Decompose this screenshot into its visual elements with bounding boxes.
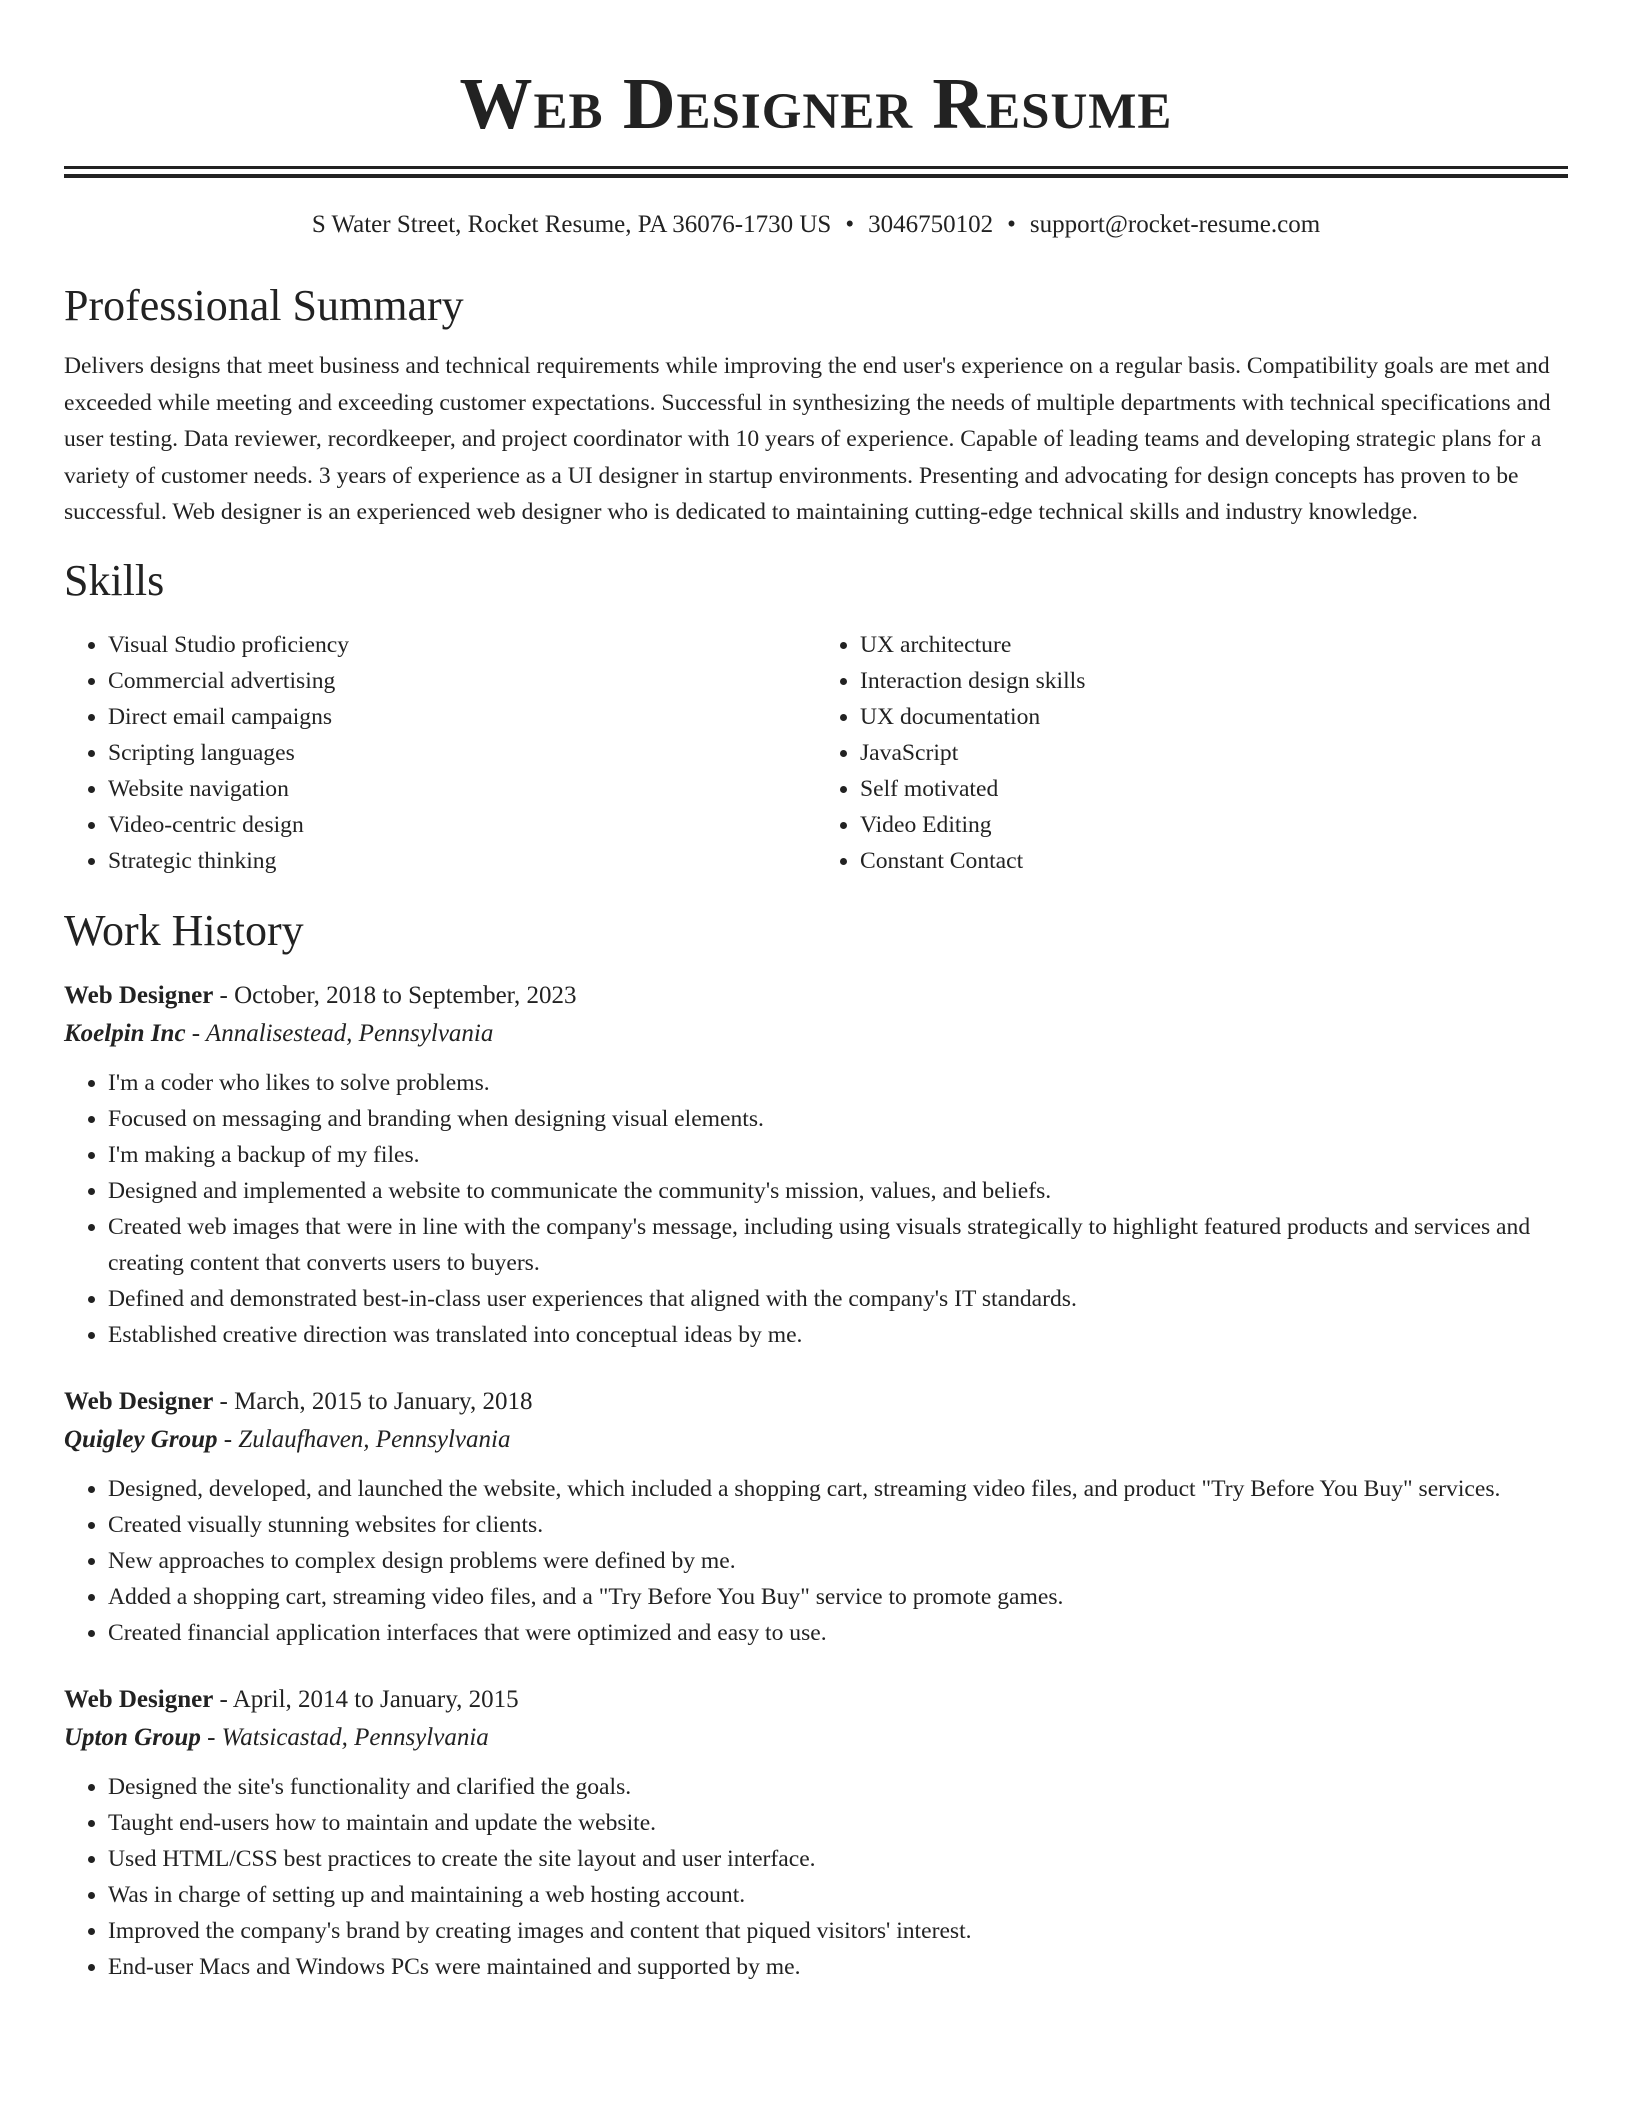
skill-item: • JavaScript bbox=[860, 735, 1568, 771]
job-dates: - March, 2015 to January, 2018 bbox=[213, 1387, 533, 1415]
skill-item: • UX architecture bbox=[860, 627, 1568, 663]
job-company: Koelpin Inc bbox=[64, 1019, 186, 1047]
job-bullet: • I'm a coder who likes to solve problems. bbox=[108, 1065, 1568, 1101]
job-company-line bbox=[64, 1015, 1568, 1053]
job-header bbox=[64, 1383, 1568, 1421]
skill-item: • Commercial advertising bbox=[108, 663, 816, 699]
job-dates: - October, 2018 to September, 2023 bbox=[213, 981, 577, 1009]
skills-list bbox=[64, 627, 1568, 879]
job-bullet: • Created web images that were in line with the company's message, including using visuals strategically to highlight featured products and services and creating content that converts users to buyers. bbox=[108, 1209, 1568, 1281]
summary-text: Delivers designs that meet business and technical requirements while improving the end user's experience on a regular basis. Compatibility goals are met and exceeded while meeting and exceeding customer expectations. Successful in synthesizing the needs of multiple departments with technical specifications and user testing. Data reviewer, recordkeeper, and project coordinator with 10 years of experience. Capable of leading teams and developing strategic plans for a variety of customer needs. 3 years of experience as a UI designer in startup environments. Presenting and advocating for design concepts has proven to be successful. Web designer is an experienced web designer who is dedicated to maintaining cutting-edge technical skills and industry knowledge. bbox=[64, 353, 1551, 525]
skill-item: • Website navigation bbox=[108, 771, 816, 807]
job-title: Web Designer bbox=[64, 981, 214, 1009]
job-bullet: • New approaches to complex design problems were defined by me. bbox=[108, 1543, 1568, 1579]
job-company-line bbox=[64, 1719, 1568, 1757]
work-history-heading: Work History bbox=[64, 905, 304, 955]
skills-column-left bbox=[64, 627, 816, 879]
job-bullet: • Used HTML/CSS best practices to create the site layout and user interface. bbox=[108, 1841, 1568, 1877]
job-location: - Watsicastad, Pennsylvania bbox=[200, 1723, 489, 1751]
skill-item: • Video-centric design bbox=[108, 807, 816, 843]
contact-line bbox=[64, 210, 1568, 240]
skill-item: • UX documentation bbox=[860, 699, 1568, 735]
skill-item: • Video Editing bbox=[860, 807, 1568, 843]
job-location: - Annalisestead, Pennsylvania bbox=[185, 1019, 494, 1047]
job-entry bbox=[64, 1681, 1568, 1985]
job-bullet: • Designed and implemented a website to communicate the community's mission, values, and beliefs. bbox=[108, 1173, 1568, 1209]
job-bullet: • Was in charge of setting up and maintaining a web hosting account. bbox=[108, 1877, 1568, 1913]
job-bullet: • Created visually stunning websites for clients. bbox=[108, 1507, 1568, 1543]
job-bullet: • End-user Macs and Windows PCs were maintained and supported by me. bbox=[108, 1949, 1568, 1985]
job-bullet: • Taught end-users how to maintain and update the website. bbox=[108, 1805, 1568, 1841]
contact-email: support@rocket-resume.com bbox=[1029, 211, 1321, 238]
job-header bbox=[64, 977, 1568, 1015]
job-bullet: • Focused on messaging and branding when designing visual elements. bbox=[108, 1101, 1568, 1137]
job-bullet: • Established creative direction was translated into conceptual ideas by me. bbox=[108, 1317, 1568, 1353]
skill-item: • Direct email campaigns bbox=[108, 699, 816, 735]
contact-address: S Water Street, Rocket Resume, PA 36076-1730 US bbox=[311, 211, 832, 238]
job-bullets bbox=[64, 1471, 1568, 1651]
job-bullet: • Improved the company's brand by creating images and content that piqued visitors' interest. bbox=[108, 1913, 1568, 1949]
job-bullet: • I'm making a backup of my files. bbox=[108, 1137, 1568, 1173]
skills-heading: Skills bbox=[64, 555, 165, 605]
job-company-line bbox=[64, 1421, 1568, 1459]
contact-separator: • bbox=[845, 211, 855, 238]
job-title: Web Designer bbox=[64, 1685, 214, 1713]
job-bullet: • Added a shopping cart, streaming video files, and a "Try Before You Buy" service to promote games. bbox=[108, 1579, 1568, 1615]
contact-separator: • bbox=[1007, 211, 1016, 238]
job-entry bbox=[64, 1383, 1568, 1651]
job-bullet: • Defined and demonstrated best-in-class user experiences that aligned with the company's IT standards. bbox=[108, 1281, 1568, 1317]
job-company: Quigley Group bbox=[64, 1425, 218, 1453]
job-company: Upton Group bbox=[64, 1723, 201, 1751]
skill-item: • Interaction design skills bbox=[860, 663, 1568, 699]
job-dates: - April, 2014 to January, 2015 bbox=[213, 1685, 519, 1713]
skill-item: • Constant Contact bbox=[860, 843, 1568, 879]
skill-item: • Self motivated bbox=[860, 771, 1568, 807]
title-divider-bottom bbox=[64, 174, 1568, 178]
skill-item: • Visual Studio proficiency bbox=[108, 627, 816, 663]
job-entry bbox=[64, 977, 1568, 1353]
job-location: - Zulaufhaven, Pennsylvania bbox=[217, 1425, 511, 1453]
resume-title: Web Designer Resume bbox=[459, 63, 1173, 144]
job-title: Web Designer bbox=[64, 1387, 214, 1415]
contact-phone: 3046750102 bbox=[868, 211, 994, 238]
job-bullet: • Designed, developed, and launched the website, which included a shopping cart, streaming video files, and product "Try Before You Buy" services. bbox=[108, 1471, 1568, 1507]
title-divider-top bbox=[64, 166, 1568, 169]
job-bullets bbox=[64, 1769, 1568, 1985]
skills-column-right bbox=[816, 627, 1568, 879]
skill-item: • Scripting languages bbox=[108, 735, 816, 771]
job-header bbox=[64, 1681, 1568, 1719]
summary-heading: Professional Summary bbox=[64, 281, 464, 330]
job-bullet: • Designed the site's functionality and clarified the goals. bbox=[108, 1769, 1568, 1805]
job-bullet: • Created financial application interfaces that were optimized and easy to use. bbox=[108, 1615, 1568, 1651]
skill-item: • Strategic thinking bbox=[108, 843, 816, 879]
job-bullets bbox=[64, 1065, 1568, 1353]
